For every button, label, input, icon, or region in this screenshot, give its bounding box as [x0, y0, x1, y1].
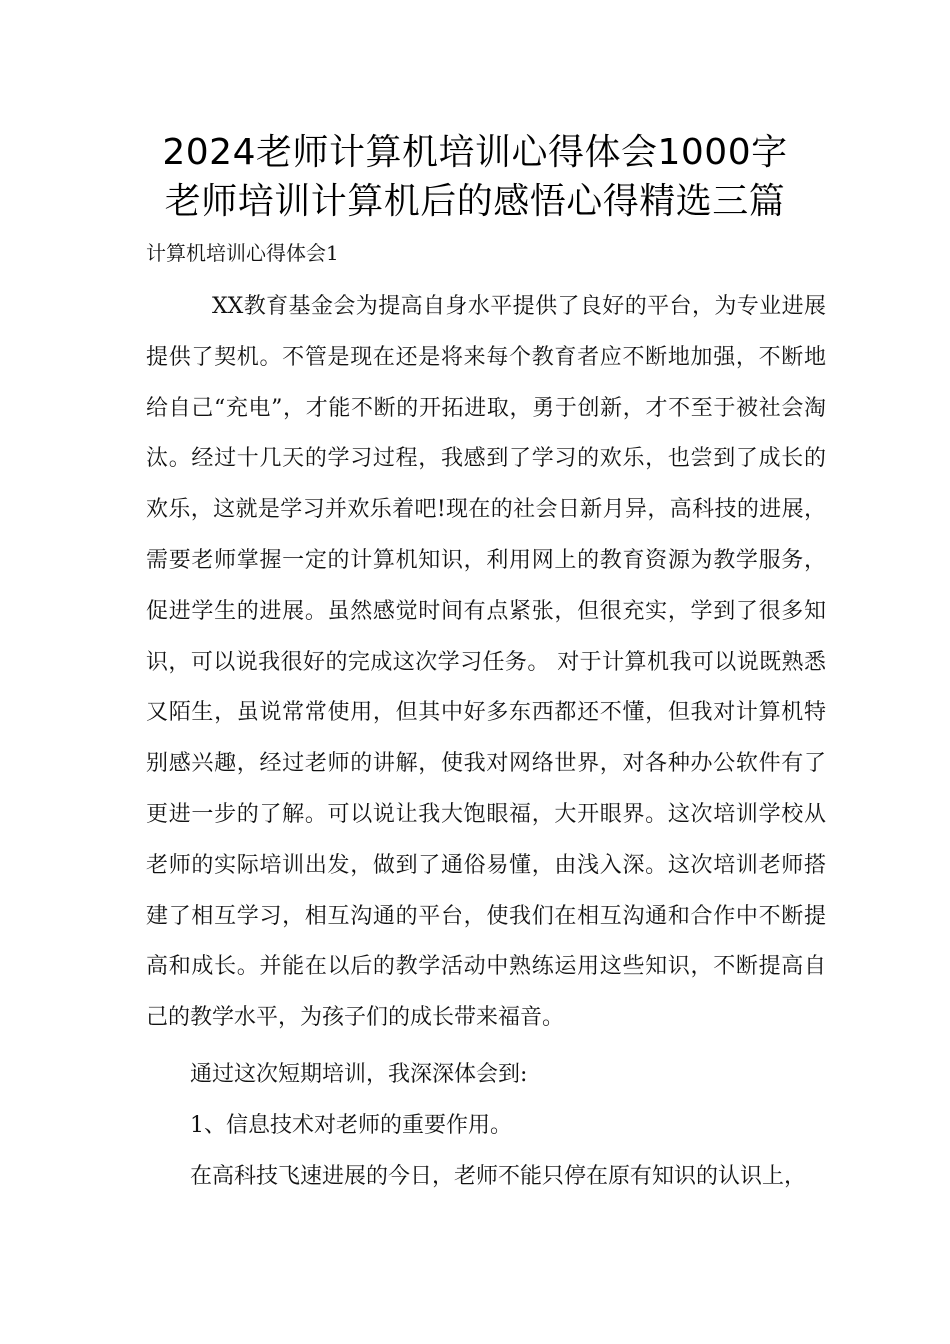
body-paragraph-1: XX教育基金会为提高自身水平提供了良好的平台，为专业进展提供了契机。不管是现在还是将来每个教育者应不断地加强，不断地给自己“充电”，才能不断的开拓进取，勇于创新，才不至于被社会淘汰。经过十几天的学习过程，我感到了学习的欢乐，也尝到了成长的欢乐，这就是学习并欢乐着吧!现在的社会日新月异，高科技的进展，需要老师掌握一定的计算机知识，利用网上的教育资源为教学服务，促进学生的进展。虽然感觉时间有点紧张，但很充实，学到了很多知识，可以说我很好的完成这次学习任务。 对于计算机我可以说既熟悉又陌生，虽说常常使用，但其中好多东西都还不懂，但我对计算机特别感兴趣，经过老师的讲解，使我对网络世界，对各种办公软件有了更进一步的了解。可以说让我大饱眼福，大开眼界。这次培训学校从老师的实际培训出发，做到了通俗易懂，由浅入深。这次培训老师搭建了相互学习，相互沟通的平台，使我们在相互沟通和合作中不断提高和成长。并能在以后的教学活动中熟练运用这些知识，不断提高自己的教学水平，为孩子们的成长带来福音。: [146, 294, 826, 1031]
document-body: [146, 282, 826, 1202]
body-paragraph-3: 1、信息技术对老师的重要作用。: [190, 1112, 512, 1138]
section-heading: 计算机培训心得体会1: [146, 241, 339, 265]
body-paragraph-2: 通过这次短期培训，我深深体会到:: [190, 1061, 528, 1087]
document-title-line-2: 老师培训计算机后的感悟心得精选三篇: [164, 181, 786, 222]
body-paragraph-4: 在高科技飞速进展的今日，老师不能只停在原有知识的认识上，: [190, 1163, 807, 1189]
document-title-line-1: 2024老师计算机培训心得体会1000字: [162, 132, 788, 173]
